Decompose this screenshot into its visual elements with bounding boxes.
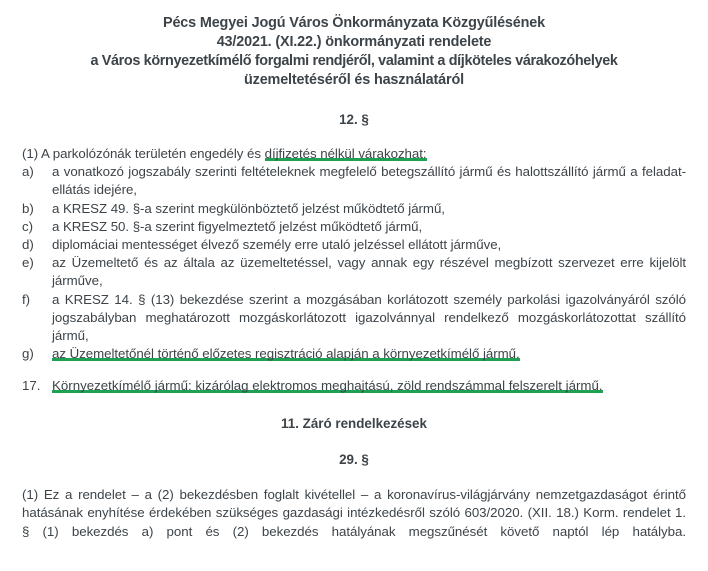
list-item <box>22 254 686 290</box>
closing-paragraph-1: (1) Ez a rendelet – a (2) bekezdésben foglalt kivétellel – a koronavírus-világjárvány nemzetgazdaságot érintő hatásának enyhítése érdekében szükséges gazdasági intézkedésről szóló 603/2020. (XII. 18.) Korm. rendelet 1. § (1) bekezdés a) pont és (2) bekezdés hatályának megszűnését követő naptól lép hatályba. <box>22 486 686 539</box>
list-item-text: a KRESZ 49. §-a szerint megkülönböztető jelzést működtető jármű, <box>52 200 445 216</box>
list-item <box>22 236 686 254</box>
definition-item-text-highlight: Környezetkímélő jármű: kizárólag elektromos meghajtású, zöld rendszámmal felszerelt jármű. <box>52 378 603 394</box>
list-item-text: diplomáciai mentességet élvező személy erre utaló jelzéssel ellátott járműve, <box>52 237 502 253</box>
list-item-text-highlight: az Üzemeltetőnél történő előzetes regisztráció alapján a környezetkímélő jármű. <box>52 346 520 362</box>
list-item <box>22 163 686 199</box>
list-item-marker: b) <box>22 200 34 216</box>
title-line-subject-2: üzemeltetéséről és használatáról <box>244 72 464 88</box>
document-title-block <box>22 14 686 90</box>
list-item <box>22 200 686 218</box>
definition-item-17 <box>22 377 686 395</box>
list-item-marker: a) <box>22 164 34 180</box>
list-item-highlighted <box>22 345 686 363</box>
section-marker-12: 12. § <box>339 112 369 127</box>
title-line-authority: Pécs Megyei Jogú Város Önkormányzata Közgyűlésének <box>163 15 545 31</box>
list-item-marker: c) <box>22 218 33 234</box>
section-marker-29: 29. § <box>339 451 369 467</box>
list-item-text: a KRESZ 50. §-a szerint figyelmeztető jelzést működtető jármű, <box>52 218 423 234</box>
list-item-text: az Üzemeltető és az általa az üzemeltetéssel, vagy annak egy részével megbízott szervezet erre kijelölt járműve, <box>52 255 686 289</box>
title-line-decree-number: 43/2021. (XI.22.) önkormányzati rendelete <box>216 34 492 50</box>
list-item-marker: e) <box>22 255 34 271</box>
paragraph-1-intro <box>22 145 686 163</box>
title-line-subject-1: a Város környezetkímélő forgalmi rendjéről, valamint a díjköteles várakozóhelyek <box>90 53 618 69</box>
paragraph-1-intro-highlight: díjfizetés nélkül várakozhat: <box>264 146 427 161</box>
section-12-body <box>22 145 686 363</box>
list-item-text: a KRESZ 14. § (13) bekezdése szerint a mozgásában korlátozott személy parkolási igazolványáról szóló jogszabályban meghatározott mozgáskorlátozott igazolvánnyal rendelkező mozgáskorlátozottat szállító jármű, <box>52 291 686 344</box>
list-item-marker: f) <box>22 291 31 307</box>
list-item-text: a vonatkozó jogszabály szerinti feltételeknek megfelelő betegszállító jármű és halottszállító jármű a feladat-ellátás idejére, <box>52 164 686 198</box>
paragraph-1-intro-prefix: (1) A parkolózónák területén engedély és <box>22 146 265 161</box>
definition-item-marker: 17. <box>22 378 41 394</box>
list-item <box>22 218 686 236</box>
chapter-title-closing-provisions: 11. Záró rendelkezések <box>281 415 427 431</box>
list-item-marker: d) <box>22 237 34 253</box>
exemption-list <box>22 163 686 363</box>
list-item-marker: g) <box>22 346 34 362</box>
list-item <box>22 291 686 346</box>
